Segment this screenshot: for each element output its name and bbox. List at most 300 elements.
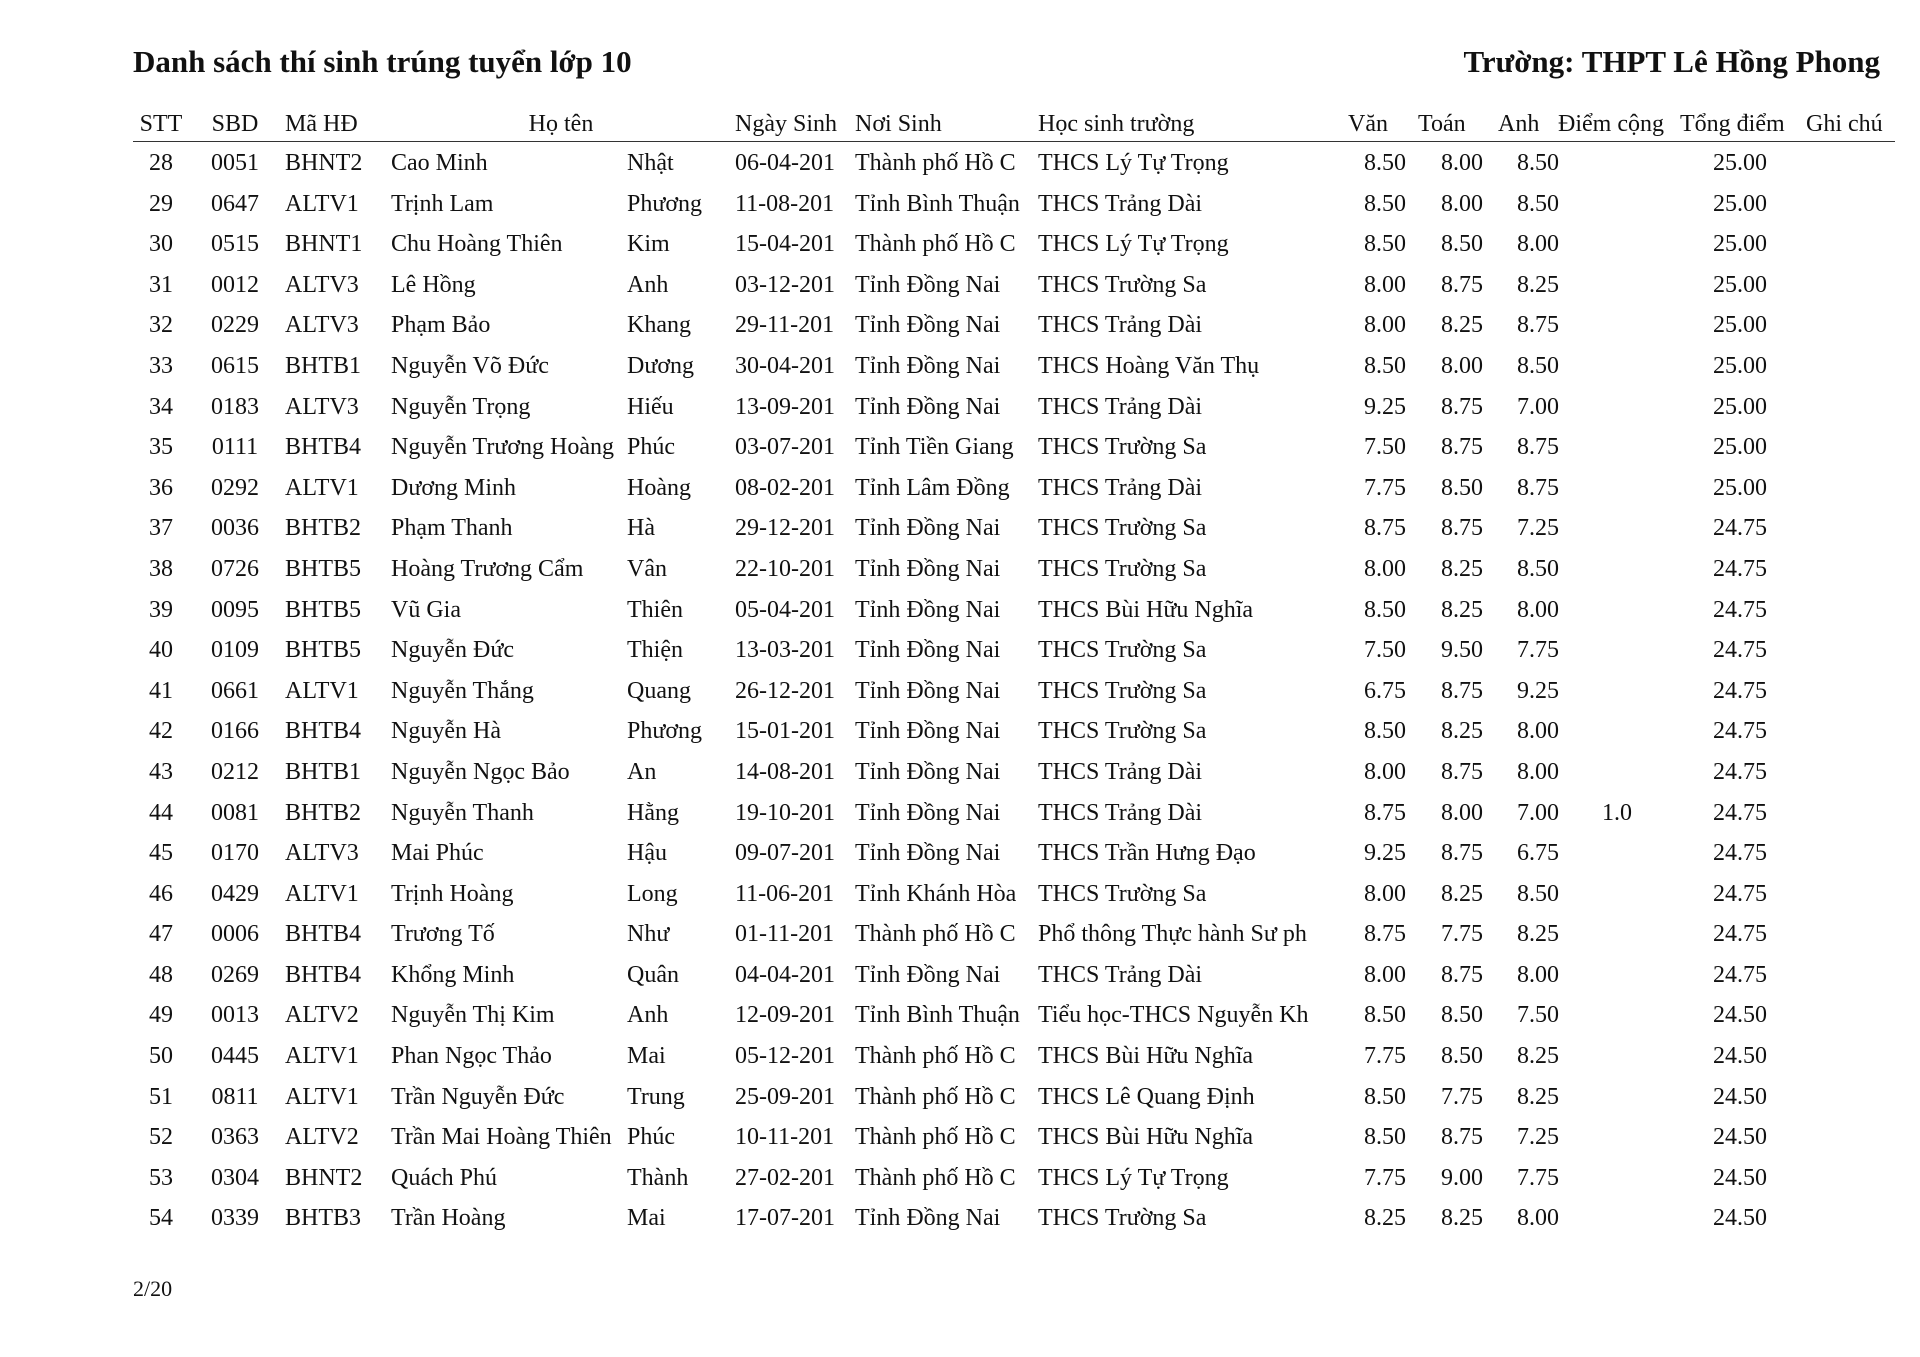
table-row: [0, 1077, 1920, 1118]
cell-ho-dem: Nguyễn Võ Đức: [391, 352, 549, 379]
table-row: [0, 671, 1920, 712]
cell-ngay-sinh: 27-02-201: [735, 1164, 835, 1191]
cell-ngay-sinh: 15-01-201: [735, 718, 835, 745]
cell-tong-diem: 24.75: [1713, 880, 1767, 907]
cell-ho-dem: Nguyễn Trọng: [391, 393, 531, 420]
cell-ngay-sinh: 22-10-201: [735, 555, 835, 582]
cell-van: 7.75: [1364, 474, 1406, 501]
cell-ngay-sinh: 30-04-201: [735, 352, 835, 379]
cell-ma-hd: ALTV3: [285, 271, 359, 298]
cell-sbd: 0363: [211, 1124, 259, 1151]
cell-ten: Hằng: [627, 799, 679, 826]
cell-tong-diem: 25.00: [1713, 312, 1767, 339]
cell-ma-hd: BHTB2: [285, 799, 362, 826]
cell-van: 7.50: [1364, 434, 1406, 461]
cell-stt: 48: [149, 961, 173, 988]
cell-ho-dem: Phạm Bảo: [391, 312, 491, 339]
cell-sbd: 0339: [211, 1205, 259, 1232]
table-row: [0, 955, 1920, 996]
cell-ma-hd: BHTB3: [285, 1205, 362, 1232]
cell-toan: 9.00: [1441, 1164, 1483, 1191]
column-header-ma-hd: Mã HĐ: [285, 111, 358, 137]
cell-hoc-sinh-truong: THCS Trường Sa: [1038, 637, 1207, 664]
cell-ngay-sinh: 11-06-201: [735, 880, 835, 907]
cell-ngay-sinh: 04-04-201: [735, 961, 835, 988]
cell-ngay-sinh: 15-04-201: [735, 231, 835, 258]
cell-hoc-sinh-truong: THCS Trảng Dài: [1038, 190, 1203, 217]
cell-noi-sinh: Tỉnh Đồng Nai: [855, 596, 1001, 623]
cell-sbd: 0726: [211, 555, 259, 582]
cell-ten: Hoàng: [627, 474, 691, 501]
cell-van: 8.00: [1364, 880, 1406, 907]
table-row: [0, 427, 1920, 468]
column-header-ghi-chu: Ghi chú: [1806, 111, 1883, 137]
cell-hoc-sinh-truong: THCS Lê Quang Định: [1038, 1083, 1255, 1110]
cell-sbd: 0036: [211, 515, 259, 542]
cell-ten: Kim: [627, 231, 670, 258]
cell-ngay-sinh: 11-08-201: [735, 190, 835, 217]
cell-stt: 34: [149, 393, 173, 420]
cell-noi-sinh: Tỉnh Đồng Nai: [855, 758, 1001, 785]
cell-anh: 8.00: [1517, 596, 1559, 623]
cell-hoc-sinh-truong: THCS Trảng Dài: [1038, 474, 1203, 501]
table-row: [0, 265, 1920, 306]
cell-ma-hd: ALTV1: [285, 1043, 359, 1070]
cell-toan: 8.50: [1441, 474, 1483, 501]
cell-tong-diem: 24.50: [1713, 1043, 1767, 1070]
table-row: [0, 630, 1920, 671]
cell-ma-hd: BHTB1: [285, 758, 362, 785]
cell-noi-sinh: Tỉnh Lâm Đồng: [855, 474, 1010, 501]
cell-diem-cong: 1.0: [1602, 799, 1632, 826]
cell-toan: 8.75: [1441, 961, 1483, 988]
cell-ma-hd: BHNT1: [285, 231, 363, 258]
cell-ten: Phúc: [627, 1124, 675, 1151]
table-row: [0, 468, 1920, 509]
cell-noi-sinh: Tỉnh Bình Thuận: [855, 1002, 1020, 1029]
cell-sbd: 0111: [211, 434, 259, 461]
cell-anh: 8.25: [1517, 1083, 1559, 1110]
column-header-stt: STT: [139, 111, 183, 137]
cell-ten: Long: [627, 880, 678, 907]
cell-sbd: 0166: [211, 718, 259, 745]
column-header-van: Văn: [1348, 111, 1388, 137]
table-row: [0, 224, 1920, 265]
cell-van: 8.75: [1364, 921, 1406, 948]
cell-hoc-sinh-truong: THCS Bùi Hữu Nghĩa: [1038, 1124, 1254, 1151]
table-row: [0, 184, 1920, 225]
cell-stt: 52: [149, 1124, 173, 1151]
cell-ngay-sinh: 03-12-201: [735, 271, 835, 298]
cell-tong-diem: 24.50: [1713, 1164, 1767, 1191]
cell-anh: 8.25: [1517, 271, 1559, 298]
cell-noi-sinh: Thành phố Hồ C: [855, 150, 1016, 176]
cell-ma-hd: BHTB2: [285, 515, 362, 542]
cell-ho-dem: Trần Mai Hoàng Thiên: [391, 1124, 612, 1151]
cell-noi-sinh: Tỉnh Đồng Nai: [855, 637, 1001, 664]
cell-hoc-sinh-truong: THCS Trảng Dài: [1038, 961, 1203, 988]
cell-van: 7.50: [1364, 637, 1406, 664]
cell-van: 8.00: [1364, 758, 1406, 785]
cell-stt: 36: [149, 474, 173, 501]
column-header-toan: Toán: [1418, 111, 1466, 137]
cell-van: 8.50: [1364, 352, 1406, 379]
cell-toan: 8.00: [1441, 352, 1483, 379]
cell-van: 9.25: [1364, 393, 1406, 420]
cell-anh: 7.25: [1517, 1124, 1559, 1151]
cell-anh: 8.00: [1517, 961, 1559, 988]
cell-hoc-sinh-truong: THCS Trường Sa: [1038, 271, 1207, 298]
cell-ngay-sinh: 05-04-201: [735, 596, 835, 623]
cell-toan: 8.50: [1441, 231, 1483, 258]
cell-noi-sinh: Tỉnh Đồng Nai: [855, 352, 1001, 379]
cell-toan: 8.25: [1441, 718, 1483, 745]
table-row: [0, 1117, 1920, 1158]
cell-ma-hd: BHTB5: [285, 637, 362, 664]
cell-ten: Mai: [627, 1205, 666, 1232]
cell-noi-sinh: Tỉnh Đồng Nai: [855, 271, 1001, 298]
cell-noi-sinh: Tỉnh Bình Thuận: [855, 190, 1020, 217]
cell-ho-dem: Trịnh Lam: [391, 190, 494, 217]
table-row: [0, 711, 1920, 752]
cell-noi-sinh: Tỉnh Đồng Nai: [855, 515, 1001, 542]
cell-ho-dem: Trịnh Hoàng: [391, 880, 514, 907]
cell-hoc-sinh-truong: THCS Bùi Hữu Nghĩa: [1038, 1043, 1254, 1070]
cell-tong-diem: 24.75: [1713, 921, 1767, 948]
cell-noi-sinh: Tỉnh Đồng Nai: [855, 677, 1001, 704]
cell-sbd: 0212: [211, 758, 259, 785]
page-title: Danh sách thí sinh trúng tuyển lớp 10: [133, 44, 632, 79]
cell-stt: 28: [149, 150, 173, 176]
cell-tong-diem: 25.00: [1713, 150, 1767, 176]
cell-tong-diem: 25.00: [1713, 352, 1767, 379]
cell-ma-hd: BHNT2: [285, 1164, 363, 1191]
cell-stt: 31: [149, 271, 173, 298]
cell-hoc-sinh-truong: THCS Trảng Dài: [1038, 758, 1203, 785]
cell-stt: 37: [149, 515, 173, 542]
cell-van: 8.50: [1364, 1002, 1406, 1029]
cell-sbd: 0647: [211, 190, 259, 217]
cell-ngay-sinh: 12-09-201: [735, 1002, 835, 1029]
cell-hoc-sinh-truong: THCS Lý Tự Trọng: [1038, 150, 1229, 176]
cell-ngay-sinh: 05-12-201: [735, 1043, 835, 1070]
school-title: Trường: THPT Lê Hồng Phong: [1463, 44, 1880, 79]
cell-tong-diem: 24.75: [1713, 961, 1767, 988]
cell-stt: 50: [149, 1043, 173, 1070]
cell-anh: 8.50: [1517, 880, 1559, 907]
cell-hoc-sinh-truong: THCS Trường Sa: [1038, 1205, 1207, 1232]
cell-ho-dem: Trương Tố: [391, 921, 495, 948]
cell-anh: 7.00: [1517, 393, 1559, 420]
cell-sbd: 0515: [211, 231, 259, 258]
cell-sbd: 0292: [211, 474, 259, 501]
cell-ngay-sinh: 19-10-201: [735, 799, 835, 826]
cell-tong-diem: 24.75: [1713, 515, 1767, 542]
column-header-tong-diem: Tổng điểm: [1680, 111, 1785, 137]
table-row: [0, 143, 1920, 184]
cell-ten: Phương: [627, 718, 703, 745]
cell-ho-dem: Dương Minh: [391, 474, 517, 501]
cell-ngay-sinh: 08-02-201: [735, 474, 835, 501]
cell-hoc-sinh-truong: THCS Trường Sa: [1038, 880, 1207, 907]
cell-anh: 6.75: [1517, 840, 1559, 867]
cell-tong-diem: 24.75: [1713, 677, 1767, 704]
cell-sbd: 0269: [211, 961, 259, 988]
cell-stt: 43: [149, 758, 173, 785]
cell-toan: 8.50: [1441, 1043, 1483, 1070]
cell-toan: 8.75: [1441, 758, 1483, 785]
cell-ngay-sinh: 17-07-201: [735, 1205, 835, 1232]
cell-ngay-sinh: 10-11-201: [735, 1124, 835, 1151]
cell-van: 8.00: [1364, 271, 1406, 298]
cell-noi-sinh: Thành phố Hồ C: [855, 1124, 1016, 1151]
cell-ten: Anh: [627, 271, 669, 298]
table-row: [0, 1036, 1920, 1077]
cell-noi-sinh: Tỉnh Đồng Nai: [855, 1205, 1001, 1232]
cell-van: 7.75: [1364, 1043, 1406, 1070]
cell-ho-dem: Khổng Minh: [391, 961, 515, 988]
cell-noi-sinh: Tỉnh Đồng Nai: [855, 799, 1001, 826]
cell-ngay-sinh: 03-07-201: [735, 434, 835, 461]
cell-tong-diem: 25.00: [1713, 231, 1767, 258]
cell-ma-hd: ALTV2: [285, 1002, 359, 1029]
cell-ma-hd: ALTV1: [285, 190, 359, 217]
cell-van: 8.50: [1364, 596, 1406, 623]
cell-ten: Anh: [627, 1002, 669, 1029]
cell-anh: 8.00: [1517, 1205, 1559, 1232]
cell-anh: 7.00: [1517, 799, 1559, 826]
cell-tong-diem: 25.00: [1713, 271, 1767, 298]
cell-stt: 54: [149, 1205, 173, 1232]
cell-ma-hd: ALTV1: [285, 677, 359, 704]
cell-van: 8.75: [1364, 515, 1406, 542]
cell-toan: 8.00: [1441, 190, 1483, 217]
cell-stt: 42: [149, 718, 173, 745]
cell-ten: Phúc: [627, 434, 675, 461]
cell-ten: Hậu: [627, 840, 667, 867]
cell-anh: 8.25: [1517, 1043, 1559, 1070]
cell-ngay-sinh: 25-09-201: [735, 1083, 835, 1110]
cell-ma-hd: ALTV3: [285, 312, 359, 339]
cell-ten: Hiếu: [627, 393, 674, 420]
cell-toan: 8.50: [1441, 1002, 1483, 1029]
cell-anh: 8.75: [1517, 474, 1559, 501]
cell-van: 8.00: [1364, 961, 1406, 988]
cell-ngay-sinh: 14-08-201: [735, 758, 835, 785]
cell-tong-diem: 25.00: [1713, 434, 1767, 461]
cell-van: 8.50: [1364, 231, 1406, 258]
cell-anh: 8.50: [1517, 352, 1559, 379]
cell-toan: 8.00: [1441, 150, 1483, 176]
cell-noi-sinh: Tỉnh Đồng Nai: [855, 555, 1001, 582]
cell-anh: 8.50: [1517, 150, 1559, 176]
cell-ma-hd: ALTV2: [285, 1124, 359, 1151]
cell-sbd: 0051: [211, 150, 259, 176]
cell-ngay-sinh: 13-03-201: [735, 637, 835, 664]
cell-hoc-sinh-truong: THCS Hoàng Văn Thụ: [1038, 352, 1260, 379]
cell-ho-dem: Quách Phú: [391, 1164, 497, 1191]
table-row: [0, 833, 1920, 874]
student-table-body: [0, 143, 1920, 1239]
cell-sbd: 0109: [211, 637, 259, 664]
page-number: 2/20: [133, 1276, 173, 1301]
cell-noi-sinh: Thành phố Hồ C: [855, 1043, 1016, 1070]
cell-hoc-sinh-truong: THCS Trảng Dài: [1038, 393, 1203, 420]
cell-ma-hd: ALTV1: [285, 1083, 359, 1110]
cell-stt: 30: [149, 231, 173, 258]
cell-hoc-sinh-truong: THCS Trảng Dài: [1038, 799, 1203, 826]
header-divider: [133, 141, 1895, 142]
cell-ho-dem: Mai Phúc: [391, 840, 484, 867]
cell-toan: 8.25: [1441, 555, 1483, 582]
cell-van: 8.75: [1364, 799, 1406, 826]
cell-noi-sinh: Thành phố Hồ C: [855, 231, 1016, 258]
cell-van: 7.75: [1364, 1164, 1406, 1191]
table-row: [0, 793, 1920, 834]
cell-hoc-sinh-truong: THCS Bùi Hữu Nghĩa: [1038, 596, 1254, 623]
cell-toan: 8.25: [1441, 1205, 1483, 1232]
cell-noi-sinh: Thành phố Hồ C: [855, 1083, 1016, 1110]
cell-toan: 8.75: [1441, 271, 1483, 298]
cell-noi-sinh: Tỉnh Tiền Giang: [855, 434, 1014, 461]
cell-hoc-sinh-truong: THCS Trảng Dài: [1038, 312, 1203, 339]
cell-ho-dem: Vũ Gia: [391, 596, 461, 623]
cell-tong-diem: 24.75: [1713, 596, 1767, 623]
cell-ten: Trung: [627, 1083, 685, 1110]
cell-ho-dem: Nguyễn Thanh: [391, 799, 534, 826]
cell-ten: Dương: [627, 352, 695, 379]
cell-anh: 8.50: [1517, 190, 1559, 217]
column-header-ho-ten: Họ tên: [528, 111, 594, 137]
cell-ho-dem: Nguyễn Trương Hoàng: [391, 434, 615, 461]
cell-ma-hd: BHTB4: [285, 961, 362, 988]
cell-ngay-sinh: 29-12-201: [735, 515, 835, 542]
cell-ten: Thiên: [627, 596, 683, 623]
cell-tong-diem: 24.75: [1713, 799, 1767, 826]
cell-ma-hd: ALTV1: [285, 880, 359, 907]
cell-stt: 33: [149, 352, 173, 379]
cell-noi-sinh: Tỉnh Đồng Nai: [855, 718, 1001, 745]
cell-stt: 38: [149, 555, 173, 582]
cell-ma-hd: ALTV1: [285, 474, 359, 501]
cell-sbd: 0006: [211, 921, 259, 948]
table-row: [0, 305, 1920, 346]
cell-sbd: 0095: [211, 596, 259, 623]
cell-ho-dem: Lê Hồng: [391, 271, 476, 298]
cell-ngay-sinh: 26-12-201: [735, 677, 835, 704]
cell-hoc-sinh-truong: THCS Trường Sa: [1038, 718, 1207, 745]
cell-ho-dem: Cao Minh: [391, 150, 488, 176]
cell-van: 8.50: [1364, 1124, 1406, 1151]
cell-ten: Như: [627, 921, 670, 948]
cell-ma-hd: BHTB1: [285, 352, 362, 379]
cell-anh: 7.75: [1517, 637, 1559, 664]
cell-van: 8.00: [1364, 312, 1406, 339]
cell-anh: 7.75: [1517, 1164, 1559, 1191]
cell-sbd: 0445: [211, 1043, 259, 1070]
cell-sbd: 0615: [211, 352, 259, 379]
cell-stt: 49: [149, 1002, 173, 1029]
cell-ngay-sinh: 06-04-201: [735, 150, 835, 176]
cell-sbd: 0304: [211, 1164, 259, 1191]
cell-van: 6.75: [1364, 677, 1406, 704]
cell-tong-diem: 24.75: [1713, 840, 1767, 867]
cell-hoc-sinh-truong: THCS Trường Sa: [1038, 434, 1207, 461]
table-row: [0, 590, 1920, 631]
cell-ho-dem: Trần Nguyễn Đức: [391, 1083, 565, 1110]
cell-toan: 8.75: [1441, 393, 1483, 420]
cell-toan: 8.00: [1441, 799, 1483, 826]
table-row: [0, 549, 1920, 590]
cell-hoc-sinh-truong: Phổ thông Thực hành Sư ph: [1038, 921, 1307, 948]
table-row: [0, 914, 1920, 955]
cell-ho-dem: Chu Hoàng Thiên: [391, 231, 563, 258]
cell-ngay-sinh: 09-07-201: [735, 840, 835, 867]
cell-stt: 29: [149, 190, 173, 217]
cell-van: 9.25: [1364, 840, 1406, 867]
cell-sbd: 0081: [211, 799, 259, 826]
column-header-hoc-sinh-truong: Học sinh trường: [1038, 111, 1195, 137]
cell-ngay-sinh: 13-09-201: [735, 393, 835, 420]
cell-ten: Quang: [627, 677, 691, 704]
cell-tong-diem: 25.00: [1713, 393, 1767, 420]
cell-van: 8.25: [1364, 1205, 1406, 1232]
cell-toan: 8.25: [1441, 312, 1483, 339]
cell-toan: 8.75: [1441, 677, 1483, 704]
cell-stt: 45: [149, 840, 173, 867]
cell-ma-hd: BHTB5: [285, 596, 362, 623]
cell-tong-diem: 24.75: [1713, 758, 1767, 785]
cell-noi-sinh: Tỉnh Đồng Nai: [855, 961, 1001, 988]
table-header: [0, 106, 1920, 142]
cell-ho-dem: Nguyễn Ngọc Bảo: [391, 758, 570, 785]
cell-stt: 35: [149, 434, 173, 461]
cell-van: 8.50: [1364, 1083, 1406, 1110]
cell-ten: Phương: [627, 190, 703, 217]
cell-anh: 9.25: [1517, 677, 1559, 704]
cell-stt: 39: [149, 596, 173, 623]
cell-anh: 7.50: [1517, 1002, 1559, 1029]
table-row: [0, 995, 1920, 1036]
cell-toan: 9.50: [1441, 637, 1483, 664]
cell-anh: 8.75: [1517, 434, 1559, 461]
cell-noi-sinh: Tỉnh Đồng Nai: [855, 840, 1001, 867]
cell-anh: 8.00: [1517, 718, 1559, 745]
cell-noi-sinh: Thành phố Hồ C: [855, 1164, 1016, 1191]
cell-ma-hd: ALTV3: [285, 840, 359, 867]
cell-anh: 8.25: [1517, 921, 1559, 948]
cell-ma-hd: BHTB4: [285, 921, 362, 948]
cell-ten: An: [627, 758, 657, 785]
cell-tong-diem: 24.50: [1713, 1205, 1767, 1232]
cell-stt: 51: [149, 1083, 173, 1110]
cell-ten: Thành: [627, 1164, 689, 1191]
cell-sbd: 0170: [211, 840, 259, 867]
cell-tong-diem: 24.75: [1713, 637, 1767, 664]
cell-toan: 7.75: [1441, 921, 1483, 948]
cell-tong-diem: 24.50: [1713, 1002, 1767, 1029]
cell-ten: Mai: [627, 1043, 666, 1070]
cell-stt: 40: [149, 637, 173, 664]
cell-anh: 7.25: [1517, 515, 1559, 542]
column-header-anh: Anh: [1498, 111, 1540, 137]
cell-ma-hd: BHTB5: [285, 555, 362, 582]
table-row: [0, 387, 1920, 428]
cell-toan: 7.75: [1441, 1083, 1483, 1110]
cell-ho-dem: Nguyễn Hà: [391, 718, 501, 745]
column-header-diem-cong: Điểm cộng: [1558, 111, 1664, 137]
cell-anh: 8.00: [1517, 231, 1559, 258]
